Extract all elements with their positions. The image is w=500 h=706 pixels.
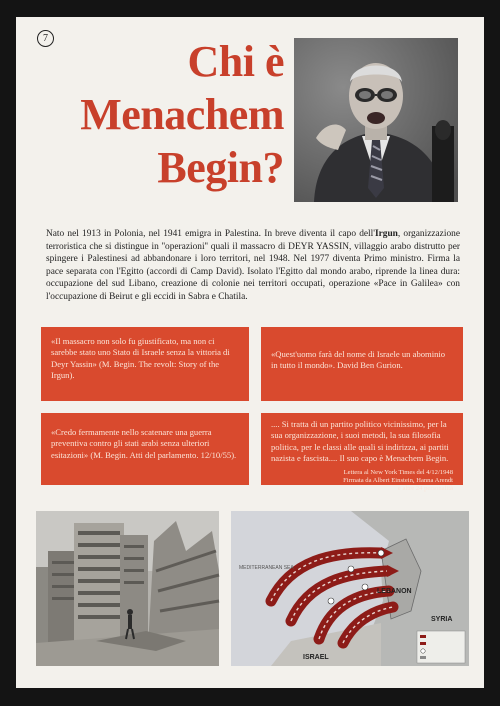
- begin-portrait-photo: [294, 38, 458, 202]
- quote-text: «Quest'uomo farà del nome di Israele un abominio in tutto il mondo». David Ben Gurion.: [271, 349, 446, 371]
- quote-text: .... Si tratta di un partito politico vicinissimo, per la sua organizzazione, i suoi metodi, la sua filosofia politica, per le classi alle quali si indirizza, ai partiti nazista e fascista.... Il suo capo è Menachem Begin.: [271, 419, 449, 464]
- map-label-syria: SYRIA: [431, 616, 453, 623]
- biography-text: [46, 228, 460, 304]
- biography-part-1: Nato nel 1913 in Polonia, nel 1941 emigra in Palestina. In breve diventa il capo dell': [46, 229, 375, 239]
- credit-line: e altre 24 personalità: [397, 485, 453, 493]
- page-title: Chi è Menachem Begin?: [80, 37, 284, 192]
- quote-credit: [271, 469, 453, 494]
- map-label-sea: MEDITERRANEAN SEA: [239, 565, 294, 571]
- quote-box-ben-gurion: [261, 327, 463, 401]
- map-label-israel: ISRAEL: [303, 654, 329, 661]
- quote-box-einstein-letter: [261, 413, 463, 493]
- credit-line: Lettera al New York Times del 4/12/1948: [343, 468, 453, 476]
- irgun-highlight: Irgun: [374, 229, 398, 239]
- page-number: 7: [37, 30, 54, 47]
- poster: [16, 17, 484, 688]
- destroyed-buildings-photo: [36, 511, 219, 666]
- quote-text: «Il massacro non solo fu giustificato, ma non ci sarebbe stato uno Stato di Israele senza la vittoria di Deyr Yassin» (M. Begin. The revolt: Story of the Irgun).: [51, 336, 230, 381]
- quote-box-begin-deyr-yassin: [41, 327, 249, 401]
- quote-text: «Credo fermamente nello scatenare una guerra preventiva contro gli stati arabi senza ulteriori esitazioni» (M. Begin. Atti del parlamento. 12/10/55).: [51, 427, 237, 460]
- invasion-map: [231, 511, 469, 666]
- map-label-lebanon: LEBANON: [377, 588, 412, 595]
- biography-part-2: , organizzazione terroristica che si distingue in ''operazioni'' quali il massacro di DEYR YASSIN, villaggio arabo distrutto per spingere i Palestinesi ad abbandonare i loro territori, nel 1948. Nel 1977 diventa Primo ministro. Firma la pace separata con l'Egitto (accordi di Camp David). Isolato l'Egitto dal mondo arabo, riprende la linea dura: occupazione del sud Libano, creazione di colonie nei territori occupati, operazione «Pace in Galilea» con l'occupazione di Beirut e gli eccidi in Sabra e Chatila.: [46, 229, 460, 302]
- credit-line: Firmata da Albert Einstein, Hanna Arendt: [343, 476, 453, 484]
- quote-box-begin-parliament: [41, 413, 249, 485]
